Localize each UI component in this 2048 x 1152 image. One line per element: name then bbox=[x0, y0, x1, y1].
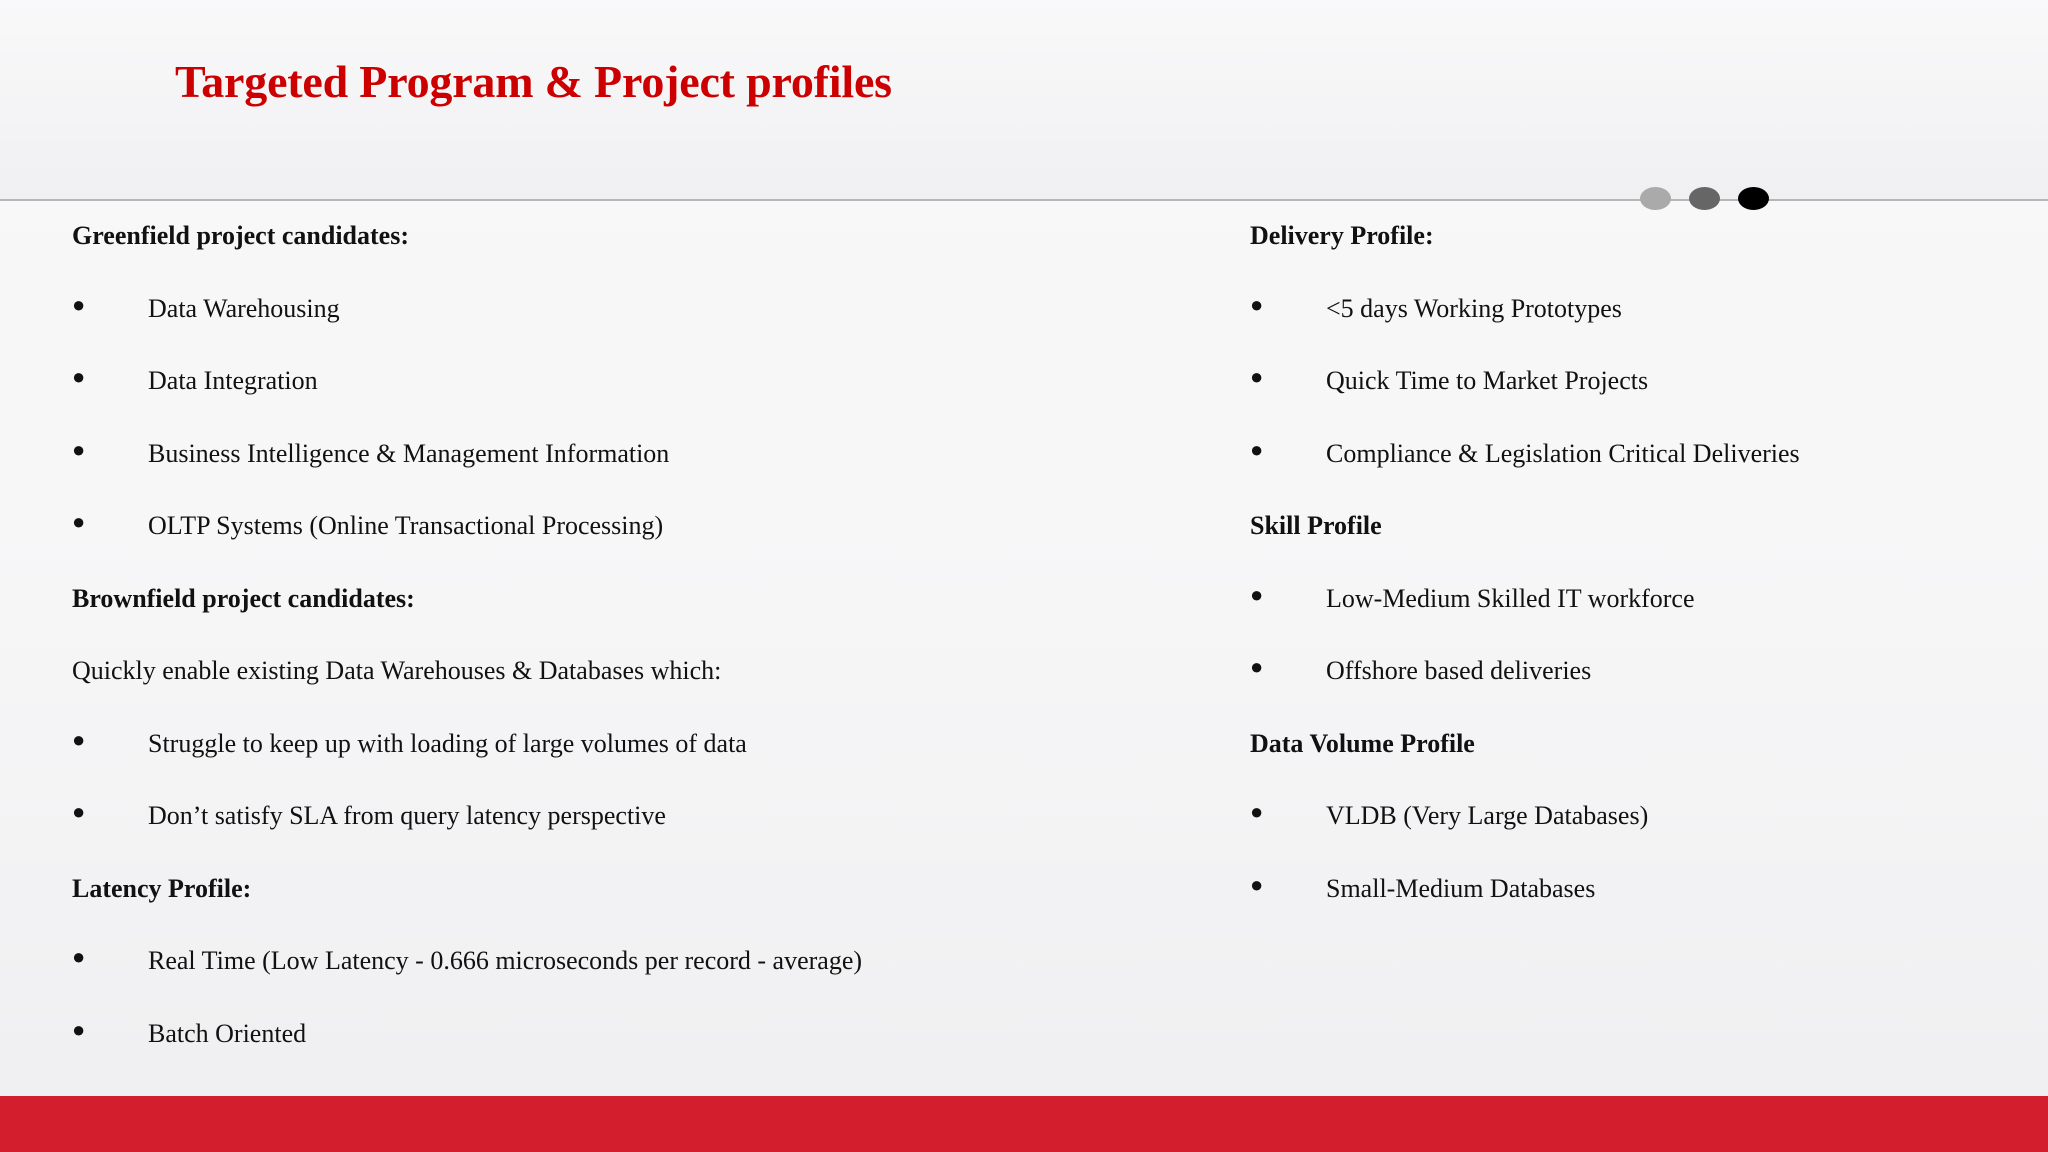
list-item-text: Data Warehousing bbox=[148, 293, 340, 323]
volume-heading: Data Volume Profile bbox=[1250, 728, 1475, 758]
list-item bbox=[1250, 853, 2030, 926]
slide-header bbox=[0, 0, 2048, 200]
bullet-icon: ● bbox=[72, 1016, 86, 1042]
left-column bbox=[72, 200, 1152, 1070]
bullet-icon: ● bbox=[72, 799, 86, 825]
list-item bbox=[1250, 418, 2030, 491]
greenfield-heading: Greenfield project candidates: bbox=[72, 221, 409, 251]
list-item-text: Offshore based deliveries bbox=[1326, 656, 1592, 686]
bullet-icon: ● bbox=[1250, 581, 1264, 607]
list-item-text: VLDB (Very Large Databases) bbox=[1326, 801, 1649, 831]
list-item bbox=[1250, 273, 2030, 346]
bullet-icon: ● bbox=[72, 944, 86, 970]
list-item-text: Business Intelligence & Management Information bbox=[148, 438, 670, 468]
brownfield-heading: Brownfield project candidates: bbox=[72, 583, 415, 613]
bullet-icon: ● bbox=[1250, 799, 1264, 825]
right-column bbox=[1250, 200, 2030, 925]
list-item bbox=[1250, 345, 2030, 418]
bullet-icon: ● bbox=[1250, 654, 1264, 680]
list-item-text: Compliance & Legislation Critical Deliveries bbox=[1326, 438, 1800, 468]
list-item-text: Low-Medium Skilled IT workforce bbox=[1326, 583, 1695, 613]
bullet-icon: ● bbox=[72, 364, 86, 390]
list-item-text: Real Time (Low Latency - 0.666 microseconds per record - average) bbox=[148, 946, 863, 976]
bullet-icon: ● bbox=[1250, 364, 1264, 390]
list-item-text: OLTP Systems (Online Transactional Processing) bbox=[148, 511, 664, 541]
slide-title: Targeted Program & Project profiles bbox=[175, 56, 892, 107]
bullet-icon: ● bbox=[1250, 436, 1264, 462]
bullet-icon: ● bbox=[72, 291, 86, 317]
bullet-icon: ● bbox=[1250, 871, 1264, 897]
footer-bar bbox=[0, 1096, 2048, 1152]
list-item bbox=[72, 490, 1152, 563]
list-item-text: <5 days Working Prototypes bbox=[1326, 293, 1622, 323]
list-item-text: Don’t satisfy SLA from query latency perspective bbox=[148, 801, 666, 831]
bullet-icon: ● bbox=[72, 509, 86, 535]
delivery-heading: Delivery Profile: bbox=[1250, 221, 1434, 251]
list-item bbox=[72, 780, 1152, 853]
list-item bbox=[72, 998, 1152, 1071]
list-item bbox=[72, 273, 1152, 346]
list-item bbox=[72, 418, 1152, 491]
brownfield-intro: Quickly enable existing Data Warehouses & Databases which: bbox=[72, 656, 722, 686]
list-item-text: Quick Time to Market Projects bbox=[1326, 366, 1649, 396]
list-item bbox=[72, 345, 1152, 418]
list-item-text: Data Integration bbox=[148, 366, 318, 396]
list-item bbox=[72, 925, 1152, 998]
list-item bbox=[1250, 780, 2030, 853]
list-item-text: Struggle to keep up with loading of large volumes of data bbox=[148, 728, 747, 758]
list-item bbox=[1250, 563, 2030, 636]
bullet-icon: ● bbox=[72, 436, 86, 462]
list-item bbox=[1250, 635, 2030, 708]
skill-heading: Skill Profile bbox=[1250, 511, 1382, 541]
list-item-text: Small-Medium Databases bbox=[1326, 873, 1596, 903]
list-item bbox=[72, 708, 1152, 781]
list-item-text: Batch Oriented bbox=[148, 1018, 307, 1048]
latency-heading: Latency Profile: bbox=[72, 873, 252, 903]
bullet-icon: ● bbox=[1250, 291, 1264, 317]
bullet-icon: ● bbox=[72, 726, 86, 752]
